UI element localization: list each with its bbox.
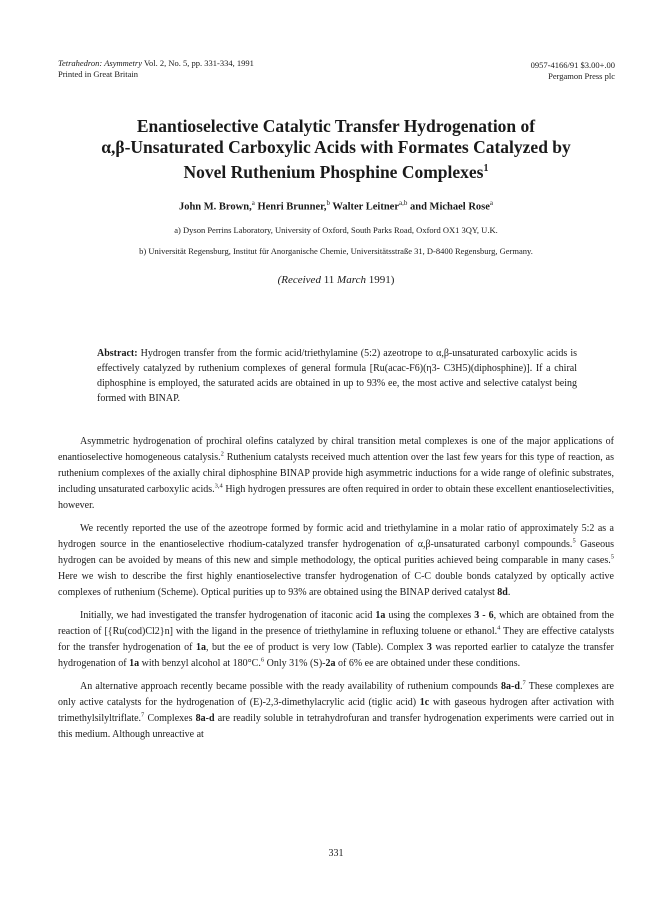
author-affiliation: b (326, 199, 330, 207)
paragraph-text: are readily soluble in tetrahydrofuran and transfer hydrogenation experiments were carried out in this medium. Although unreactive at (58, 713, 614, 740)
compound-label: 1a (129, 658, 140, 669)
compound-label: 1c (419, 697, 430, 708)
received-prefix: (Received (277, 274, 321, 286)
paragraph-text: High hydrogen pressures are often required in order to obtain these excellent enantioselectivities, however. (58, 484, 614, 511)
received-year: 1991) (368, 274, 395, 286)
compound-label: 1a (195, 642, 206, 653)
abstract (97, 346, 577, 406)
received-day: 11 (323, 274, 335, 286)
publisher-header (531, 60, 615, 82)
paragraph-text: of 6% ee are obtained under these conditions. (335, 658, 521, 669)
reference: 2 (220, 450, 224, 458)
title-line-2: α,β-Unsaturated Carboxylic Acids with Formates Catalyzed by (101, 137, 571, 157)
author: and Michael Rose (410, 201, 490, 213)
title-line-3: Novel Ruthenium Phosphine Complexes (183, 161, 484, 182)
paragraph (58, 434, 614, 514)
author-affiliation: a (251, 199, 255, 207)
affiliation-b: b) Universität Regensburg, Institut für Anorganische Chemie, Universitätsstraße 31, D-8400 Regensburg, Germany. (139, 246, 533, 256)
paragraph-text: , but the ee of product is very low (Table). Complex (205, 642, 427, 653)
paragraph-text: Ruthenium catalysts received much attention over the last few years for this type of reaction, as ruthenium complexes of the axially chiral diphosphine BINAP provide high asymmetric inductions for a wide range of olefinic substrates, including unsaturated carboxylic acids. (58, 452, 614, 495)
journal-name: Tetrahedron: Asymmetry (58, 58, 142, 68)
affiliation-a: a) Dyson Perrins Laboratory, University of Oxford, South Parks Road, Oxford OX1 3QY, U.K. (174, 225, 498, 235)
paragraph-text: . (507, 587, 511, 598)
compound-label: 3 - 6 (474, 610, 494, 621)
title-line-1: Enantioselective Catalytic Transfer Hydrogenation of (136, 116, 536, 136)
paragraph-text: with benzyl alcohol at 180°C. (139, 658, 261, 669)
compound-label: 1a (375, 610, 386, 621)
reference: 7 (522, 679, 526, 687)
reference: 5 (610, 553, 614, 561)
paragraph-text: Asymmetric hydrogenation of prochiral olefins catalyzed by chiral transition metal complexes is one of the major applications of enantioselective homogeneous catalysis. (58, 436, 614, 463)
paragraph (58, 608, 614, 672)
received-date (60, 274, 612, 286)
paragraph-text: , which are obtained from the reaction of [{Ru(cod)Cl2}n] with the ligand in the presence of triethylamine in refluxing toluene or ethanol. (58, 610, 614, 637)
paragraph-text: was reported earlier to catalyze the transfer hydrogenation of (58, 642, 615, 669)
paragraph-text: . (519, 681, 523, 692)
author: Henri Brunner, (257, 201, 327, 213)
reference: 5 (572, 537, 576, 545)
paragraph-text: with gaseous hydrogen after activation with trimethylsilyltriflate. (58, 697, 614, 724)
compound-label: 8a-d (501, 681, 520, 692)
paragraph-text: Initially, we had investigated the transfer hydrogenation of itaconic acid (80, 610, 376, 621)
paragraph-text: Complexes (144, 713, 196, 724)
reference: 4 (497, 624, 501, 632)
paragraph-text: Only 31% (S)- (264, 658, 326, 669)
abstract-text: Hydrogen transfer from the formic acid/triethylamine (5:2) azeotrope to α,β-unsaturated carboxylic acids is effectively catalyzed by ruthenium complexes of general formula [Ru(acac-F6)(η3- C3H5)(diphosphine)]. If a chiral diphosphine is employed, the saturated acids are obtained in up to 93% ee, the most active and selective catalyst being formed with BINAP. (97, 348, 578, 404)
compound-label: 3 (426, 642, 432, 653)
author-list (60, 199, 612, 213)
paragraph-text: Here we wish to describe the first highly enantioselective transfer hydrogenation of C-C double bonds catalyzed by optically active complexes of ruthenium (Scheme). Optical purities up to 93% are obtained using the BINAP derived catalyst (58, 571, 614, 598)
title-footnote: 1 (483, 163, 489, 174)
journal-header (58, 58, 254, 80)
compound-label: 8d (497, 587, 508, 598)
reference: 6 (260, 656, 265, 664)
issn: 0957-4166/91 $3.00+.00 (530, 60, 615, 70)
compound-label: 8a-d (195, 713, 215, 724)
received-month: March (337, 274, 366, 286)
journal-citation: Vol. 2, No. 5, pp. 331-334, 1991 (143, 58, 254, 68)
paragraph (58, 679, 614, 743)
reference: 3,4 (214, 482, 223, 490)
paragraph (58, 521, 614, 601)
author-affiliation: a,b (399, 199, 408, 207)
paragraph-text: Gaseous hydrogen can be avoided by means of this new and simple methodology, the optical purities achieved being comparable in many cases. (58, 539, 614, 566)
abstract-label: Abstract: (97, 348, 138, 359)
author-affiliation: a (489, 199, 494, 207)
printed-note: Printed in Great Britain (58, 69, 139, 79)
paragraph-text: They are effective catalysts for the transfer hydrogenation of (58, 626, 615, 653)
article-title (60, 116, 612, 183)
paragraph-text: An alternative approach recently became possible with the ready availability of ruthenium compounds (80, 681, 502, 692)
compound-label: 2a (325, 658, 336, 669)
reference: 7 (141, 711, 145, 719)
paragraph-text: We recently reported the use of the azeotrope formed by formic acid and triethylamine in a molar ratio of approximately 5:2 as a hydrogen source in the enantioselective rhodium-catalyzed transfer hydrogenation of α,β-unsaturated carbonyl compounds. (58, 523, 614, 550)
paragraph-text: These complexes are only active catalysts for the hydrogenation of (E)-2,3-dimethylacrylic acid (tiglic acid) (58, 681, 614, 708)
author: John M. Brown, (178, 201, 252, 213)
paragraph-text: using the complexes (385, 610, 475, 621)
publisher: Pergamon Press plc (548, 71, 615, 81)
author: Walter Leitner (332, 201, 400, 213)
page-number: 331 (328, 848, 344, 859)
article-body (58, 434, 614, 750)
